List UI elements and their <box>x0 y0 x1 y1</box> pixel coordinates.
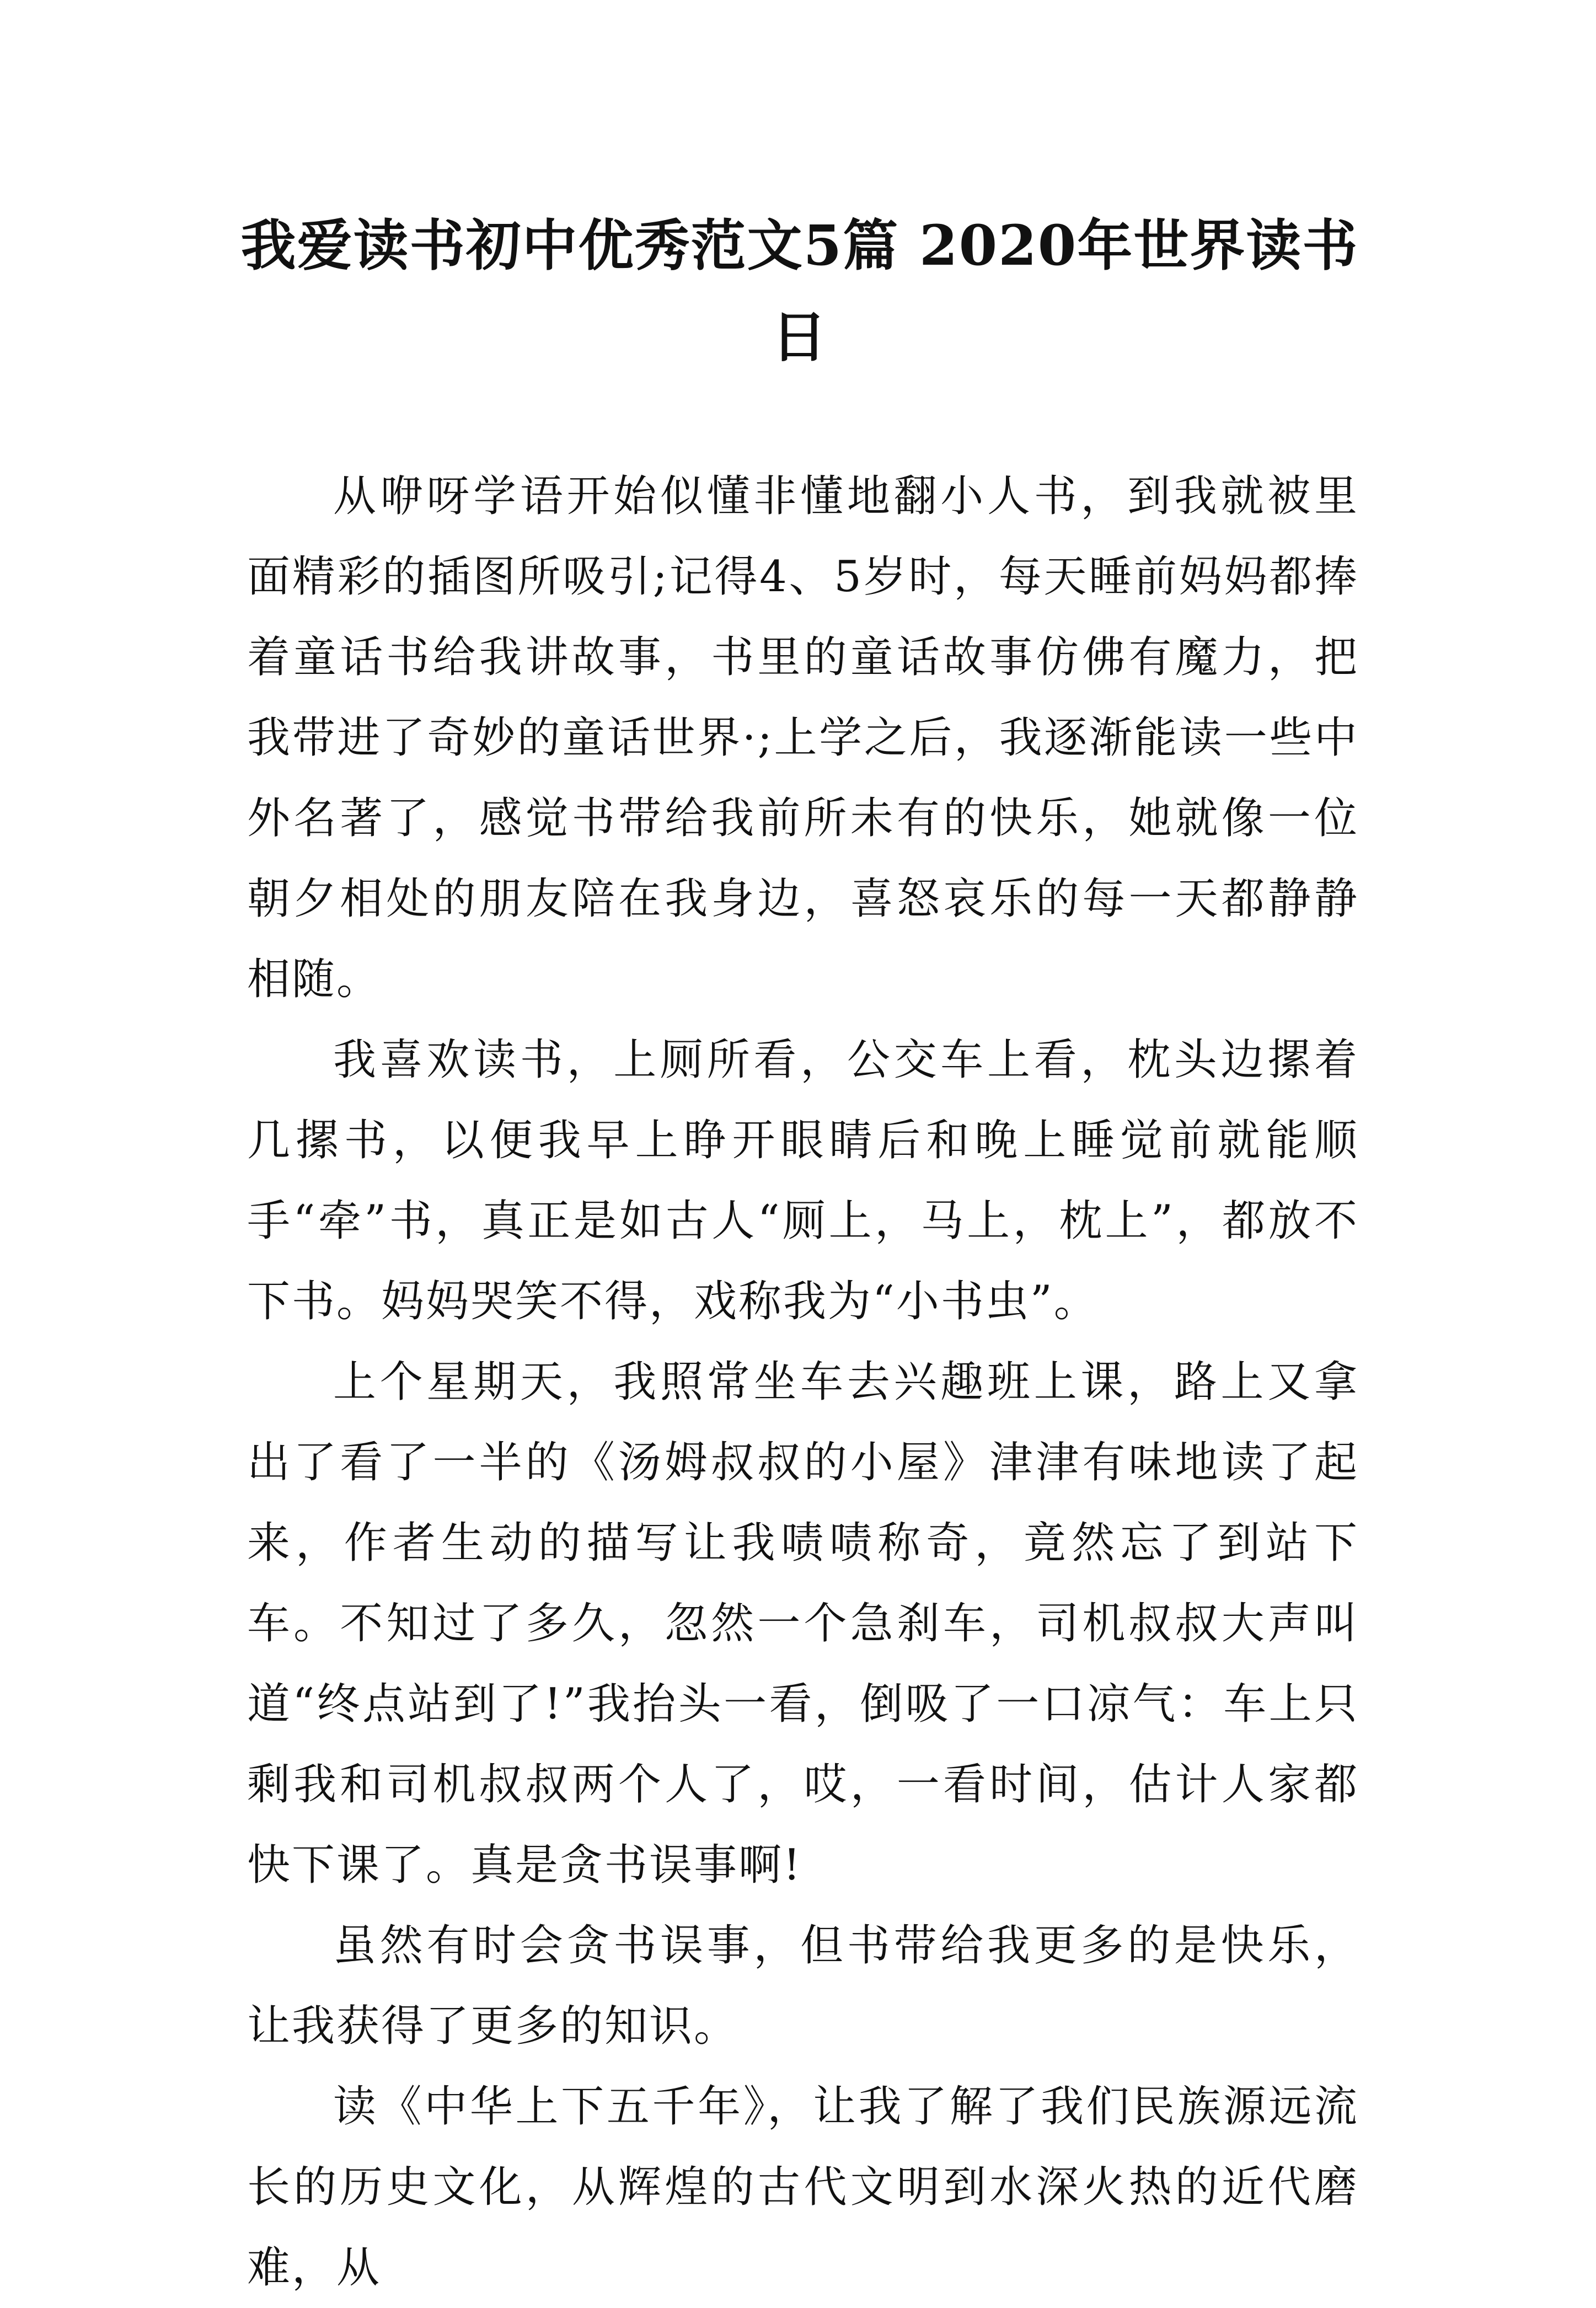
paragraph-2: 我喜欢读书，上厕所看，公交车上看，枕头边摞着几摞书，以便我早上睁开眼睛后和晚上睡觉前就能顺手“牵”书，真正是如古人“厕上，马上，枕上”，都放不下书。妈妈哭笑不得，戏称我为“小书虫”。 <box>247 1035 1359 1326</box>
document-title: 我爱读书初中优秀范文5篇 2020年世界读书日 <box>240 213 1359 370</box>
paragraph-3: 上个星期天，我照常坐车去兴趣班上课，路上又拿出了看了一半的《汤姆叔叔的小屋》津津有味地读了起来，作者生动的描写让我啧啧称奇，竟然忘了到站下车。不知过了多久，忽然一个急刹车，司机叔叔大声叫道“终点站到了!”我抬头一看，倒吸了一口凉气：车上只剩我和司机叔叔两个人了，哎，一看时间，估计人家都快下课了。真是贪书误事啊! <box>247 1357 1359 1890</box>
paragraph-4: 虽然有时会贪书误事，但书带给我更多的是快乐，让我获得了更多的知识。 <box>247 1921 1359 2051</box>
paragraph-5: 读《中华上下五千年》，让我了解了我们民族源远流长的历史文化，从辉煌的古代文明到水深火热的近代磨难，从 <box>247 2082 1359 2293</box>
document-body <box>247 456 1359 2308</box>
paragraph-1: 从咿呀学语开始似懂非懂地翻小人书，到我就被里面精彩的插图所吸引;记得4、5岁时，每天睡前妈妈都捧着童话书给我讲故事，书里的童话故事仿佛有魔力，把我带进了奇妙的童话世界·;上学之后，我逐渐能读一些中外名著了，感觉书带给我前所未有的快乐，她就像一位朝夕相处的朋友陪在我身边，喜怒哀乐的每一天都静静相随。 <box>247 472 1359 1004</box>
